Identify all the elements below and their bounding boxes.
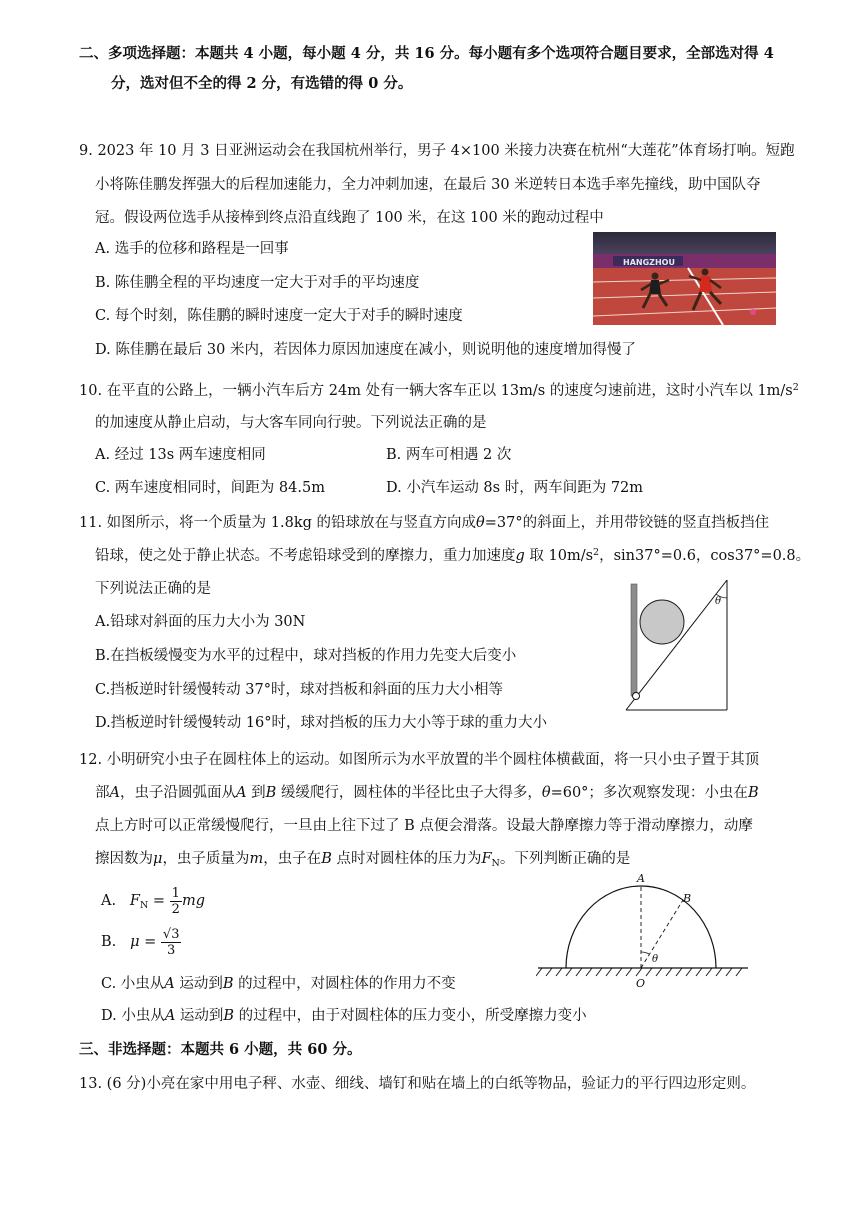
q10-option-b: B. 两车可相遇 2 次 bbox=[386, 447, 512, 463]
section3-heading: 三、非选择题：本题共 6 小题，共 60 分。 bbox=[79, 1041, 362, 1058]
q11-theta-label: θ bbox=[715, 596, 722, 607]
q9-option-a: A. 选手的位移和路程是一回事 bbox=[95, 241, 289, 257]
q11-option-a: A.铅球对斜面的压力大小为 30N bbox=[95, 614, 306, 630]
q10-option-d: D. 小汽车运动 8s 时，两车间距为 72m bbox=[386, 480, 644, 496]
q11-option-d: D.挡板逆时针缓慢转动 16°时，球对挡板的压力大小等于球的重力大小 bbox=[95, 715, 548, 731]
q9-option-d: D. 陈佳鹏在最后 30 米内，若因体力原因加速度在减小，则说明他的速度增加得慢了 bbox=[95, 342, 636, 358]
vertical-baffle bbox=[631, 584, 637, 696]
q12-option-b: B. μ = $\frac{√3}{3}$ bbox=[101, 926, 180, 958]
hinge bbox=[633, 693, 640, 700]
q12-option-c: C. 小虫从A 运动到B 的过程中，对圆柱体的作用力不变 bbox=[101, 976, 456, 992]
lead-ball bbox=[640, 600, 684, 644]
q9-stem-line3: 冠。假设两位选手从接棒到终点沿直线跑了 100 米，在这 100 米的跑动过程中 bbox=[95, 210, 604, 226]
q9-stem-line2: 小将陈佳鹏发挥强大的后程加速能力，全力冲刺加速，在最后 30 米逆转日本选手率先撞线，助中国队夺 bbox=[95, 177, 761, 193]
q12-label-o: O bbox=[636, 977, 646, 990]
q11-incline-figure bbox=[622, 576, 732, 714]
q12-theta-label: θ bbox=[652, 954, 659, 965]
q12-option-a: A. $F_N$ = $\frac{1}{2}$ mg bbox=[101, 885, 205, 917]
q12-stem-line4: 擦因数为μ，虫子质量为m，虫子在B 点时对圆柱体的压力为$F_N$。下列判断正确的是 bbox=[95, 851, 631, 869]
section2-heading-line1: 二、多项选择题：本题共 4 小题，每小题 4 分，共 16 分。每小题有多个选项符合题目要求，全部选对得 4 bbox=[79, 45, 774, 62]
q11-stem-line1: 11. 如图所示，将一个质量为 1.8kg 的铅球放在与竖直方向成θ=37°的斜面上，并用带铰链的竖直挡板挡住 bbox=[79, 515, 770, 531]
q12-stem-line2: 部A，虫子沿圆弧面从A 到B 缓缓爬行，圆柱体的半径比虫子大得多，θ=60°；多次观察发现：小虫在B bbox=[95, 785, 759, 801]
q12-stem-line3: 点上方时可以正常缓慢爬行，一旦由上往下过了 B 点便会滑落。设最大静摩擦力等于滑动摩擦力，动摩 bbox=[95, 818, 753, 834]
q10-option-a: A. 经过 13s 两车速度相同 bbox=[95, 447, 266, 463]
q11-option-b: B.在挡板缓慢变为水平的过程中，球对挡板的作用力先变大后变小 bbox=[95, 648, 517, 664]
q9-stem-line1: 9. 2023 年 10 月 3 日亚洲运动会在我国杭州举行，男子 4×100 米接力决赛在杭州“大莲花”体育场打响。短跑 bbox=[79, 143, 795, 159]
q11-stem-line2: 铅球，使之处于静止状态。不考虑铅球受到的摩擦力，重力加速度g 取 $10m/s^2$，sin37°=0.6，cos37°=0.8。 bbox=[95, 547, 811, 564]
q12-option-d: D. 小虫从A 运动到B 的过程中，由于对圆柱体的压力变小，所受摩擦力变小 bbox=[101, 1008, 587, 1024]
q12-stem-line1: 12. 小明研究小虫子在圆柱体上的运动。如图所示为水平放置的半个圆柱体横截面，将一只小虫子置于其顶 bbox=[79, 752, 760, 768]
q9-option-b: B. 陈佳鹏全程的平均速度一定大于对手的平均速度 bbox=[95, 275, 420, 291]
q13-stem-line1: 13. (6 分)小亮在家中用电子秤、水壶、细线、墙钉和贴在墙上的白纸等物品，验证力的平行四边形定则。 bbox=[79, 1076, 756, 1092]
q10-option-c: C. 两车速度相同时，间距为 84.5m bbox=[95, 480, 325, 496]
q12-semicylinder-figure bbox=[536, 870, 750, 994]
q12-label-b: B bbox=[683, 892, 692, 905]
q9-race-photo bbox=[593, 232, 776, 325]
q11-stem-line3: 下列说法正确的是 bbox=[95, 581, 211, 597]
q10-stem-line1: 10. 在平直的公路上，一辆小汽车后方 24m 处有一辆大客车正以 13m/s 的速度匀速前进，这时小汽车以 $1m/s^2$ bbox=[79, 382, 799, 399]
q12-label-a: A bbox=[637, 872, 645, 885]
semicircle-arc bbox=[566, 886, 716, 968]
section2-heading-line2: 分，选对但不全的得 2 分，有选错的得 0 分。 bbox=[111, 75, 413, 92]
q11-option-c: C.挡板逆时针缓慢转动 37°时，球对挡板和斜面的压力大小相等 bbox=[95, 682, 503, 698]
q9-photo-banner-text: HANGZHOU bbox=[623, 258, 675, 267]
q10-stem-line2: 的加速度从静止启动，与大客车同向行驶。下列说法正确的是 bbox=[95, 415, 487, 431]
q9-option-c: C. 每个时刻，陈佳鹏的瞬时速度一定大于对手的瞬时速度 bbox=[95, 308, 463, 324]
